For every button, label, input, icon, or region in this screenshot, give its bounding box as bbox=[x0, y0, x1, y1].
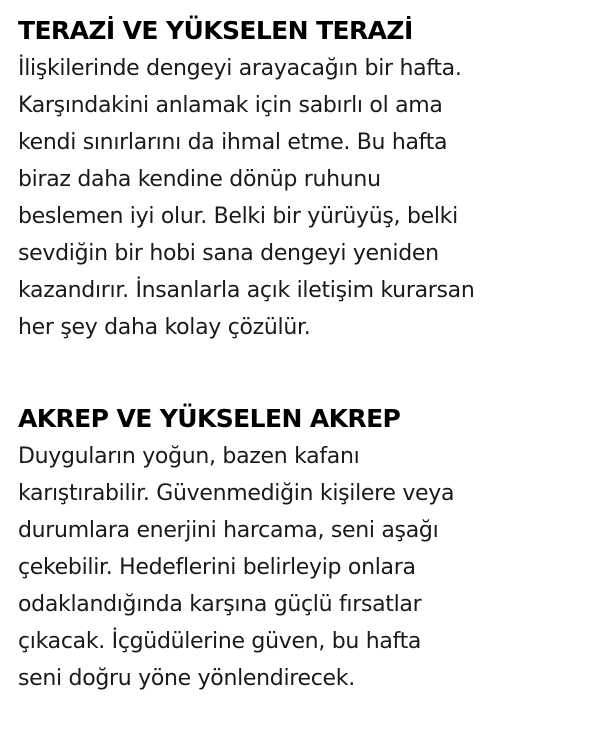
paragraph-line: biraz daha kendine dönüp ruhunu bbox=[18, 167, 381, 192]
libra-heading: TERAZİ VE YÜKSELEN TERAZİ bbox=[18, 16, 413, 45]
paragraph-line: her şey daha kolay çözülür. bbox=[18, 315, 311, 340]
paragraph-line: İlişkilerinde dengeyi arayacağın bir hafta. bbox=[18, 56, 462, 81]
scorpio-heading: AKREP VE YÜKSELEN AKREP bbox=[18, 404, 401, 433]
paragraph-line: seni doğru yöne yönlendirecek. bbox=[18, 666, 355, 691]
scorpio-section bbox=[18, 400, 582, 697]
libra-paragraph bbox=[18, 50, 582, 346]
paragraph-line: durumlara enerjini harcama, seni aşağı bbox=[18, 518, 439, 543]
paragraph-line: Karşındakini anlamak için sabırlı ol ama bbox=[18, 93, 443, 118]
paragraph-line: kazandırır. İnsanlarla açık iletişim kurarsan bbox=[18, 278, 475, 303]
paragraph-line: beslemen iyi olur. Belki bir yürüyüş, belki bbox=[18, 204, 458, 229]
scorpio-paragraph bbox=[18, 438, 582, 697]
paragraph-line: sevdiğin bir hobi sana dengeyi yeniden bbox=[18, 241, 439, 266]
paragraph-line: Duyguların yoğun, bazen kafanı bbox=[18, 444, 360, 469]
paragraph-line: kendi sınırlarını da ihmal etme. Bu hafta bbox=[18, 130, 448, 155]
libra-section bbox=[18, 12, 582, 346]
paragraph-line: odaklandığında karşına güçlü fırsatlar bbox=[18, 592, 422, 617]
paragraph-line: çıkacak. İçgüdülerine güven, bu hafta bbox=[18, 629, 422, 654]
paragraph-line: çekebilir. Hedeflerini belirleyip onlara bbox=[18, 555, 416, 580]
paragraph-line: karıştırabilir. Güvenmediğin kişilere veya bbox=[18, 481, 455, 506]
